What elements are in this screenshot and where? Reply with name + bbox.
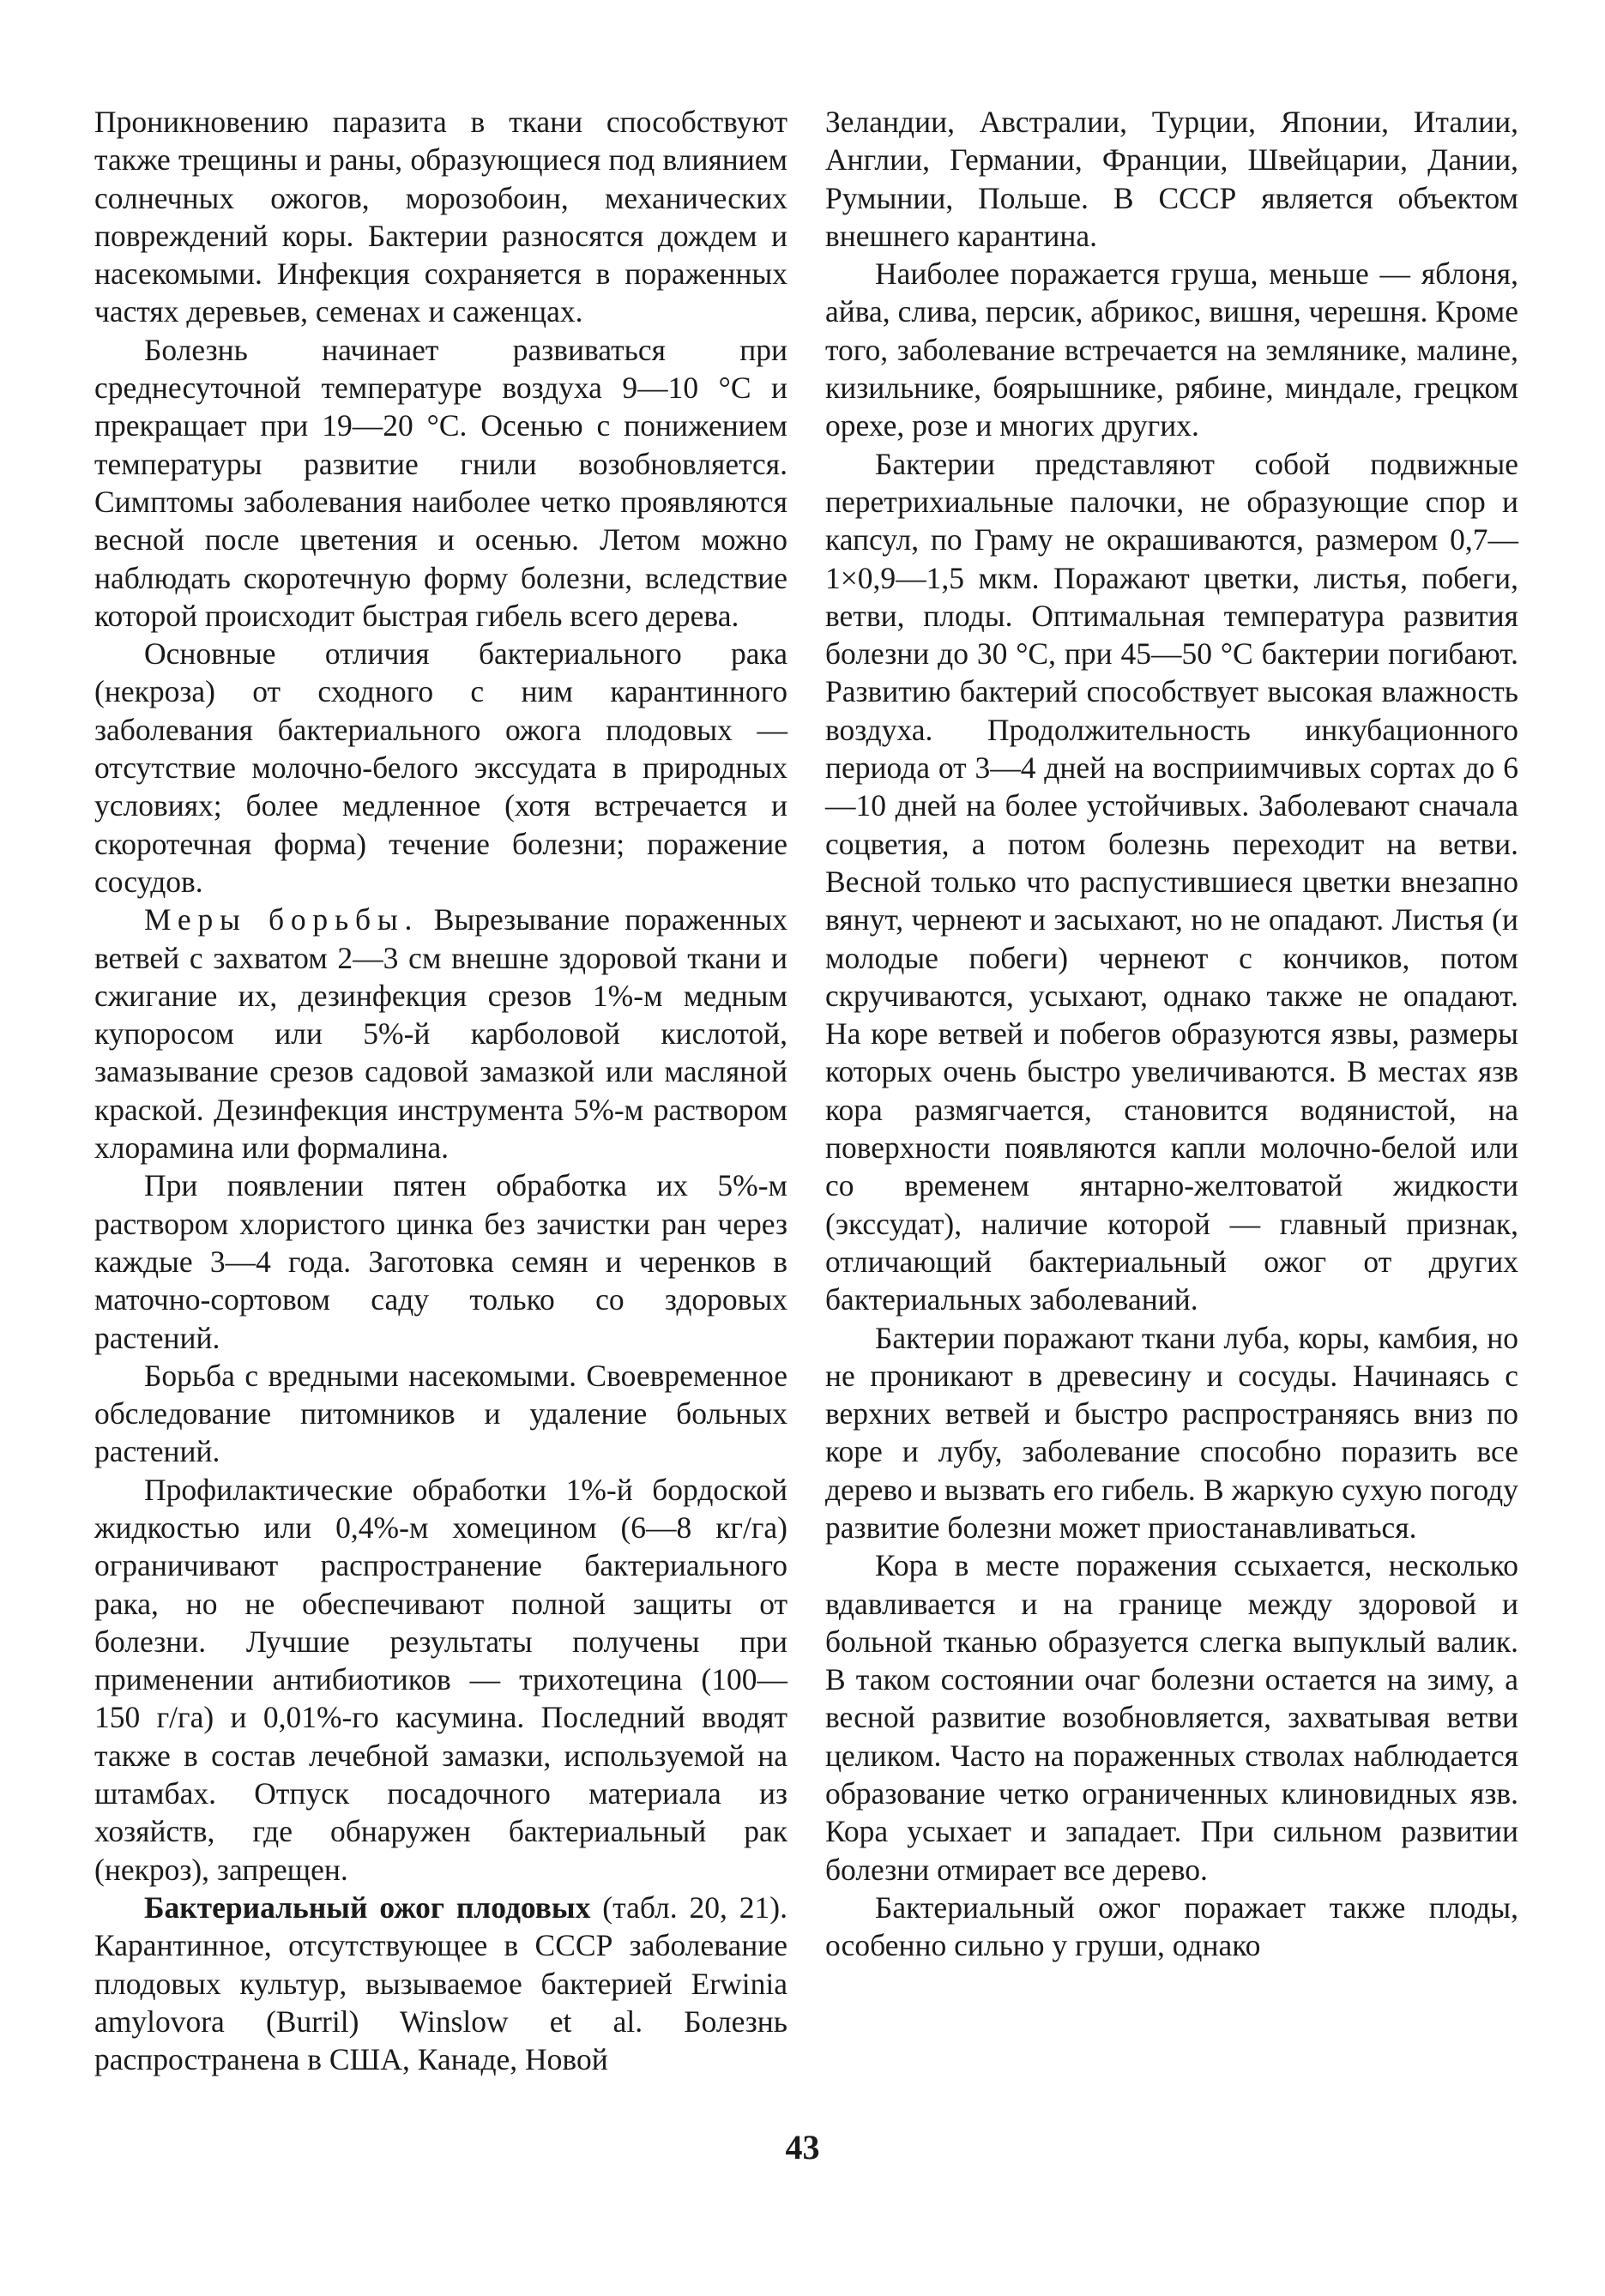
- paragraph: Болезнь начинает развиваться при среднесуточной температуре воздуха 9—10 °С и прекращает при 19—20 °С. Осенью с понижением температуры развитие гнили возобновляется. Симптомы заболевания наиболее четко проявляются весной после цветения и осенью. Летом можно наблюдать скоротечную форму болезни, вследствие которой происходит быстрая гибель всего дерева.: [94, 332, 787, 633]
- paragraph: Бактерии поражают ткани луба, коры, камбия, но не проникают в древесину и сосуды. Начинаясь с верхних ветвей и быстро распространяясь вниз по коре и лубу, заболевание способно поразить все дерево и вызвать его гибель. В жаркую сухую погоду развитие болезни может приостанавливаться.: [825, 1320, 1518, 1545]
- left-column: [94, 103, 787, 2078]
- paragraph: При появлении пятен обработка их 5%-м раствором хлористого цинка без зачистки ран через каждые 3—4 года. Заготовка семян и черенков в маточно-сортовом саду только со здоровых растений.: [94, 1168, 787, 1355]
- paragraph-body: Вырезывание пораженных ветвей с захватом 2—3 см внешне здоровой ткани и сжигание их, дезинфекция срезов 1%-м медным купоросом или 5%-й карболовой кислотой, замазывание срезов садовой замазкой или масляной краской. Дезинфекция инструмента 5%-м раствором хлорамина или формалина.: [94, 902, 787, 1166]
- paragraph: Наиболее поражается груша, меньше — яблоня, айва, слива, персик, абрикос, вишня, черешня. Кроме того, заболевание встречается на землянике, малине, кизильнике, боярышнике, рябине, миндале, грецком орехе, розе и многих других.: [825, 256, 1518, 443]
- paragraph: Зеландии, Австралии, Турции, Японии, Италии, Англии, Германии, Франции, Швейцарии, Дании, Румынии, Польше. В СССР является объектом внешнего карантина.: [825, 105, 1518, 253]
- page-number: 43: [785, 2128, 820, 2166]
- section-heading-fire-blight: Бактериальный ожог плодовых: [144, 1889, 591, 1925]
- paragraph: [94, 1889, 787, 2078]
- right-column: [825, 103, 1518, 1965]
- paragraph: Кора в месте поражения ссыхается, несколько вдавливается и на границе между здоровой и больной тканью образуется слегка выпуклый валик. В таком состоянии очаг болезни остается на зиму, а весной развитие возобновляется, захватывая ветви целиком. Часто на пораженных стволах наблюдается образование четко ограниченных клиновидных язв. Кора усыхает и западает. При сильном развитии болезни отмирает все дерево.: [825, 1548, 1518, 1887]
- paragraph: Проникновению паразита в ткани способствуют также трещины и раны, образующиеся под влиянием солнечных ожогов, морозобоин, механических повреждений коры. Бактерии разносятся дождем и насекомыми. Инфекция сохраняется в пораженных частях деревьев, семенах и саженцах.: [94, 105, 787, 329]
- paragraph: Профилактические обработки 1%-й бордоской жидкостью или 0,4%-м хомецином (6—8 кг/га) ограничивают распространение бактериального рака, но не обеспечивают полной защиты от болезни. Лучшие результаты получены при применении антибиотиков — трихотецина (100—150 г/га) и 0,01%-го касумина. Последний вводят также в состав лечебной замазки, используемой на штамбах. Отпуск посадочного материала из хозяйств, где обнаружен бактериальный рак (некроз), запрещен.: [94, 1472, 787, 1887]
- paragraph: Борьба с вредными насекомыми. Своевременное обследование питомников и удаление больных растений.: [94, 1358, 787, 1469]
- paragraph: Бактериальный ожог поражает также плоды, особенно сильно у груши, однако: [825, 1889, 1518, 1963]
- paragraph: [94, 901, 787, 1166]
- paragraph-body: (табл. 20, 21). Карантинное, отсутствующее в СССР заболевание плодовых культур, вызываемое бактерией Erwinia amylovora (Burril) Winslow et al. Болезнь распространена в США, Канаде, Новой: [94, 1889, 787, 2077]
- paragraph: Основные отличия бактериального рака (некроза) от сходного с ним карантинного заболевания бактериального ожога плодовых — отсутствие молочно-белого экссудата в природных условиях; более медленное (хотя встречается и скоротечная форма) течение болезни; поражение сосудов.: [94, 636, 787, 899]
- paragraph: Бактерии представляют собой подвижные перетрихиальные палочки, не образующие спор и капсул, по Граму не окрашиваются, размером 0,7—1×0,9—1,5 мкм. Поражают цветки, листья, побеги, ветви, плоды. Оптимальная температура развития болезни до 30 °С, при 45—50 °С бактерии погибают. Развитию бактерий способствует высокая влажность воздуха. Продолжительность инкубационного периода от 3—4 дней на восприимчивых сортах до 6—10 дней на более устойчивых. Заболевают сначала соцветия, а потом болезнь переходит на ветви. Весной только что распустившиеся цветки внезапно вянут, чернеют и засыхают, но не опадают. Листья (и молодые побеги) чернеют с кончиков, потом скручиваются, усыхают, однако также не опадают. На коре ветвей и побегов образуются язвы, размеры которых очень быстро увеличиваются. В местах язв кора размягчается, становится водянистой, на поверхности появляются капли молочно-белой или со временем янтарно-желтоватой жидкости (экссудат), наличие которой — главный признак, отличающий бактериальный ожог от других бактериальных заболеваний.: [825, 446, 1518, 1317]
- section-heading-control-measures: Меры борьбы.: [144, 902, 419, 937]
